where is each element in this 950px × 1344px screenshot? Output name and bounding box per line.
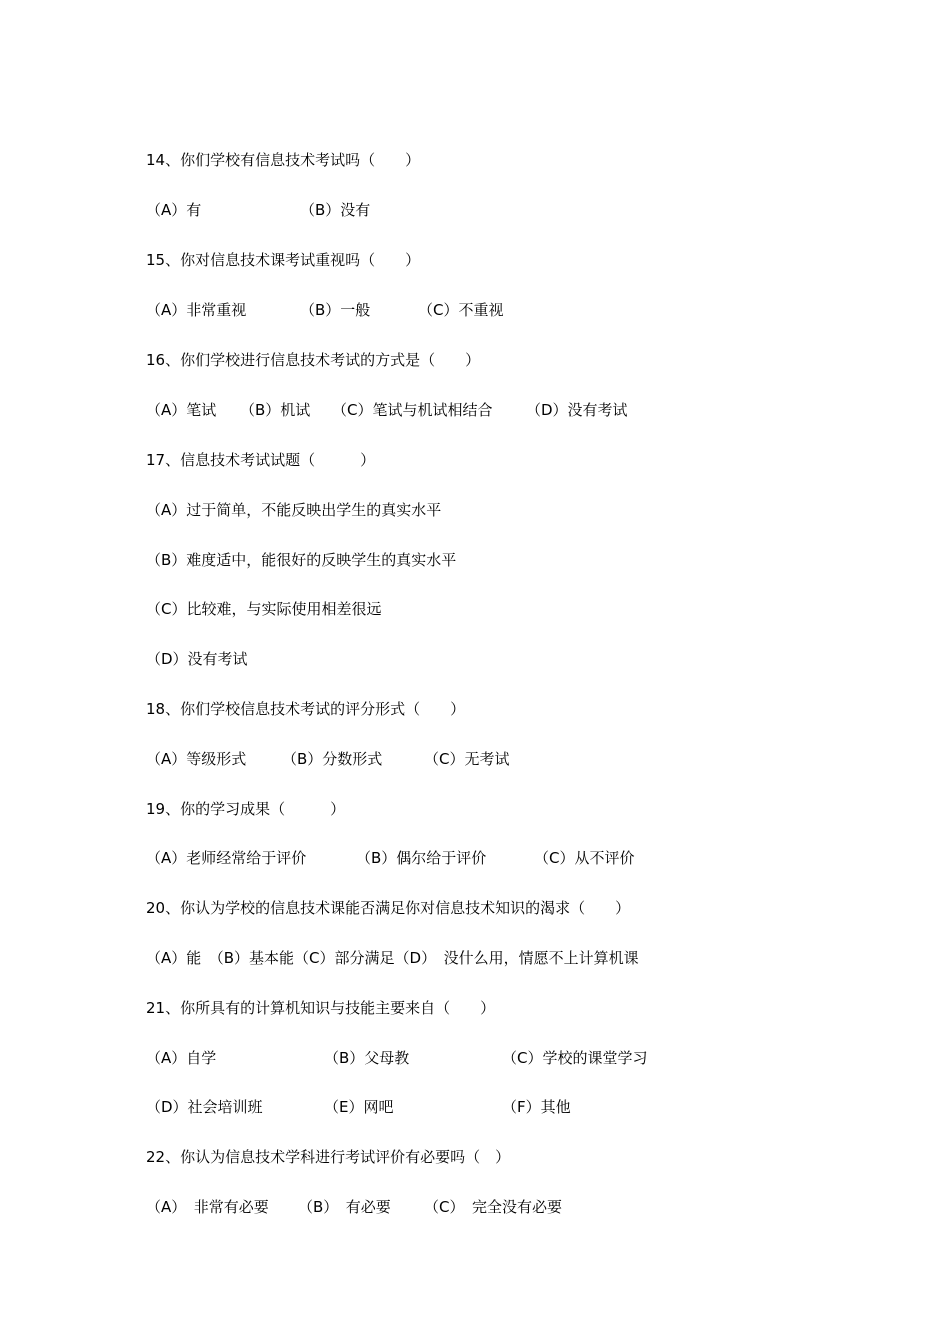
q15-option-a: （A）非常重视 — [146, 301, 247, 319]
q22-option-a: （A） 非常有必要 — [146, 1198, 269, 1216]
q15-option-b: （B）一般 — [300, 301, 371, 319]
q17-option-b: （B）难度适中，能很好的反映学生的真实水平 — [146, 551, 457, 569]
question-20-title: 20、你认为学校的信息技术课能否满足你对信息技术知识的渴求（ ） — [146, 899, 631, 917]
question-14-title: 14、你们学校有信息技术考试吗（ ） — [146, 151, 421, 169]
q17-option-c: （C）比较难，与实际使用相差很远 — [146, 600, 382, 618]
question-17-title: 17、信息技术考试试题（ ） — [146, 451, 376, 469]
q14-option-b: （B）没有 — [300, 201, 371, 219]
q22-option-c: （C） 完全没有必要 — [424, 1198, 562, 1216]
q19-option-c: （C）从不评价 — [534, 849, 635, 867]
q17-option-a: （A）过于简单，不能反映出学生的真实水平 — [146, 501, 442, 519]
question-22-title: 22、你认为信息技术学科进行考试评价有必要吗（ ） — [146, 1148, 511, 1166]
q22-option-b: （B） 有必要 — [298, 1198, 391, 1216]
question-19-title: 19、你的学习成果（ ） — [146, 800, 346, 818]
question-21-title: 21、你所具有的计算机知识与技能主要来自（ ） — [146, 999, 496, 1017]
q15-option-c: （C）不重视 — [418, 301, 504, 319]
question-16-title: 16、你们学校进行信息技术考试的方式是（ ） — [146, 351, 481, 369]
q19-option-a: （A）老师经常给于评价 — [146, 849, 307, 867]
q14-option-a: （A）有 — [146, 201, 202, 219]
q18-option-c: （C）无考试 — [424, 750, 510, 768]
q21-option-e: （E）网吧 — [324, 1098, 394, 1116]
q21-option-b: （B）父母教 — [324, 1049, 410, 1067]
q21-option-c: （C）学校的课堂学习 — [502, 1049, 648, 1067]
q16-option-c: （C）笔试与机试相结合 — [332, 401, 493, 419]
q16-option-d: （D）没有考试 — [526, 401, 628, 419]
q21-option-f: （F）其他 — [502, 1098, 571, 1116]
q16-option-b: （B）机试 — [240, 401, 311, 419]
q16-option-a: （A）笔试 — [146, 401, 217, 419]
q21-option-a: （A）自学 — [146, 1049, 217, 1067]
q18-option-a: （A）等级形式 — [146, 750, 247, 768]
q21-option-d: （D）社会培训班 — [146, 1098, 263, 1116]
q18-option-b: （B）分数形式 — [282, 750, 383, 768]
q17-option-d: （D）没有考试 — [146, 650, 248, 668]
question-15-title: 15、你对信息技术课考试重视吗（ ） — [146, 251, 421, 269]
q19-option-b: （B）偶尔给于评价 — [356, 849, 487, 867]
q20-options: （A）能 （B）基本能（C）部分满足（D） 没什么用，情愿不上计算机课 — [146, 949, 639, 967]
question-18-title: 18、你们学校信息技术考试的评分形式（ ） — [146, 700, 466, 718]
